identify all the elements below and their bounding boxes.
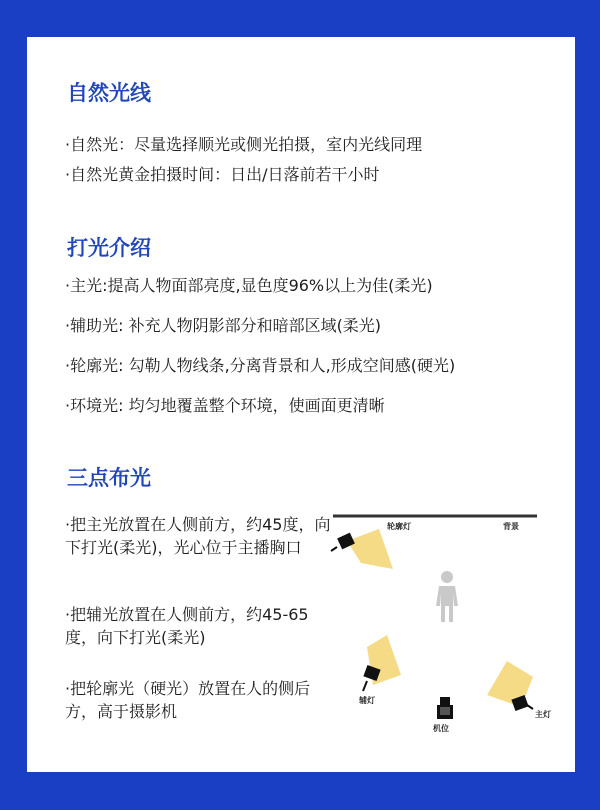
person-icon	[436, 571, 458, 622]
three-point-item-3: ·把轮廓光（硬光）放置在人的侧后方，高于摄影机	[65, 679, 311, 721]
section-title-three-point: 三点布光	[67, 466, 151, 490]
three-point-lighting-diagram	[327, 507, 567, 747]
fill-light-label: 辅灯	[359, 696, 375, 705]
key-light-icon	[487, 661, 533, 711]
camera-icon	[437, 697, 453, 719]
camera-label: 机位	[433, 724, 449, 733]
rim-light-label: 轮廓灯	[387, 522, 411, 531]
section-title-natural-light: 自然光线	[67, 81, 151, 105]
natural-light-item-2: ·自然光黄金拍摄时间：日出/日落前若干小时	[65, 165, 380, 184]
content-card	[27, 37, 575, 772]
lighting-intro-item-2: ·辅助光: 补充人物阴影部分和暗部区域(柔光)	[65, 316, 382, 335]
lighting-intro-item-3: ·轮廓光: 勾勒人物线条,分离背景和人,形成空间感(硬光)	[65, 356, 456, 375]
key-light-label: 主灯	[535, 710, 551, 719]
lighting-intro-item-1: ·主光:提高人物面部亮度,显色度96%以上为佳(柔光)	[65, 276, 433, 295]
lighting-intro-item-4: ·环境光: 均匀地覆盖整个环境，使画面更清晰	[65, 396, 385, 415]
rim-light-icon	[331, 529, 393, 569]
three-point-item-1: ·把主光放置在人侧前方，约45度，向下打光(柔光)，光心位于主播胸口	[65, 515, 331, 557]
fill-light-icon	[363, 635, 401, 691]
background-label: 背景	[503, 522, 519, 531]
three-point-item-2: ·把辅光放置在人侧前方，约45-65度，向下打光(柔光)	[65, 605, 309, 647]
section-title-lighting-intro: 打光介绍	[67, 236, 151, 260]
natural-light-item-1: ·自然光：尽量选择顺光或侧光拍摄，室内光线同理	[65, 135, 423, 154]
